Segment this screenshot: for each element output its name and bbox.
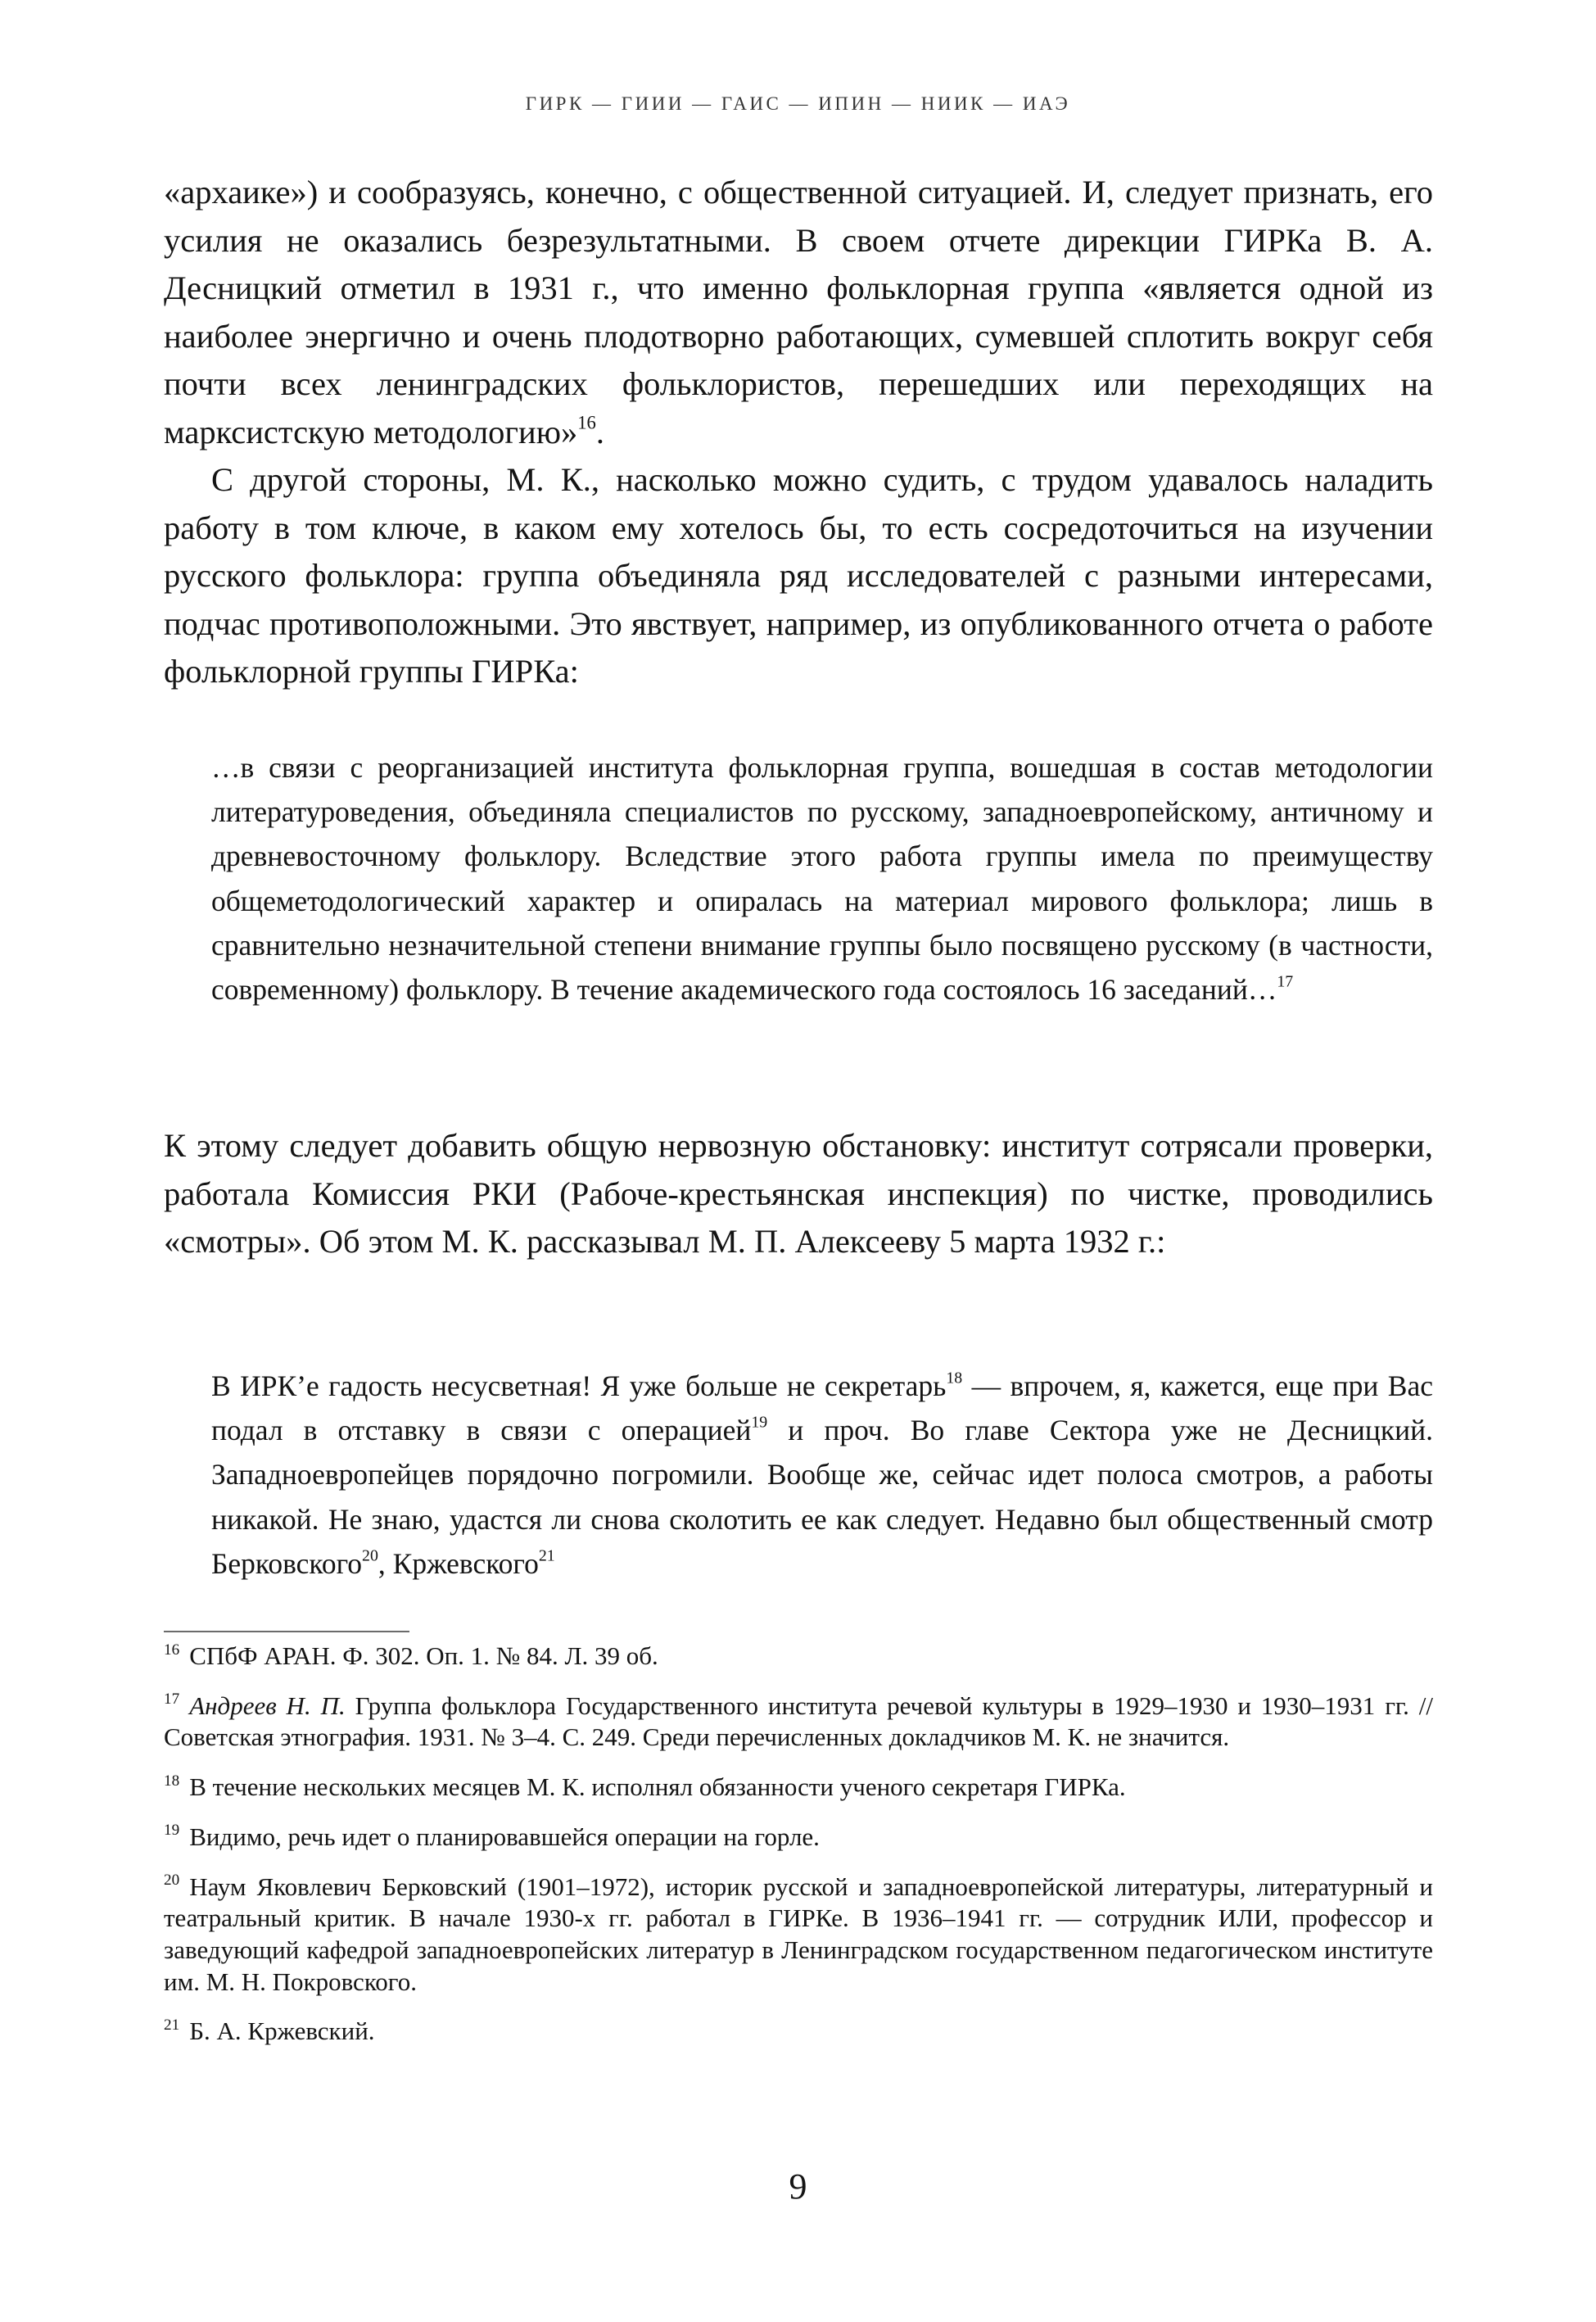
paragraph-text: «архаике») и сообразуясь, конечно, с общественной ситуацией. И, следует признать, его усилия не оказались безрезультатными. В своем отчете дирекции ГИРКа В. А. Десницкий отметил в 1931 г., что именно фольклорная группа «является одной из наиболее энергично и очень плодотворно работающих, сумевшей сплотить вокруг себя почти всех ленинградских фольклористов, перешедших или переходящих на марксистскую методологию»: [164, 174, 1433, 450]
footnote-19: [164, 1822, 1433, 1854]
footnote-ref-20[interactable]: 20: [362, 1546, 378, 1565]
block-quote-1: [211, 745, 1433, 1012]
footnote-17: [164, 1691, 1433, 1754]
page-number: 9: [789, 2166, 807, 2207]
footnote-author: Андреев Н. П.: [189, 1691, 346, 1720]
paragraph-text: К этому следует добавить общую нервозную обстановку: институт сотрясали проверки, работала Комиссия РКИ (Рабоче-крестьянская инспекция) по чистке, проводились «смотры». Об этом М. К. рассказывал М. П. Алексееву 5 марта 1932 г.:: [164, 1127, 1433, 1261]
footnote-ref-19[interactable]: 19: [751, 1413, 768, 1432]
footnote-text: Группа фольклора Государственного института речевой культуры в 1929–1930 и 1930–1931 гг. // Советская этнография. 1931. № 3–4. С. 249. Среди перечисленных докладчиков М. К. не значится.: [164, 1691, 1433, 1752]
footnote-ref-17[interactable]: 17: [1277, 972, 1294, 991]
footnote-text: СПбФ АРАН. Ф. 302. Оп. 1. № 84. Л. 39 об.: [189, 1641, 658, 1670]
footnote-number: 18: [164, 1772, 180, 1790]
footnote-text: Б. А. Кржевский.: [189, 2016, 375, 2046]
footnote-21: [164, 2016, 1433, 2048]
footnote-text: Видимо, речь идет о планировавшейся операции на горле.: [189, 1822, 820, 1851]
footnote-number: 19: [164, 1822, 180, 1840]
quote-text: — впрочем, я, кажется, еще при Вас подал в отставку в связи с операцией: [211, 1369, 1433, 1447]
footnote-ref-16[interactable]: 16: [577, 412, 596, 433]
paragraph-3: [164, 1122, 1433, 1266]
quote-text: , Кржевского: [378, 1546, 539, 1580]
paragraph-text: С другой стороны, М. К., насколько можно судить, с трудом удавалось наладить работу в том ключе, в каком ему хотелось бы, то есть сосредоточиться на изучении русского фольклора: группа объединяла ряд исследователей с разными интересами, подчас противоположными. Это явствует, например, из опубликованного отчета о работе фольклорной группы ГИРКа:: [164, 461, 1433, 690]
footnote-text: В течение нескольких месяцев М. К. исполнял обязанности ученого секретаря ГИРКа.: [189, 1772, 1126, 1802]
footnote-ref-18[interactable]: 18: [946, 1369, 963, 1387]
footnotes: [164, 1641, 1433, 2066]
running-head: ГИРК — ГИИИ — ГАИС — ИПИН — НИИК — ИАЭ: [525, 93, 1071, 114]
block-quote-2: [211, 1364, 1433, 1586]
footnote-number: 20: [164, 1872, 180, 1890]
paragraph-tail: .: [595, 413, 604, 450]
footnote-ref-21[interactable]: 21: [538, 1546, 555, 1565]
footnote-number: 16: [164, 1641, 180, 1659]
quote-text: и проч. Во главе Сектора уже не Десницкий. Западноевропейцев порядочно погромили. Вообще же, сейчас идет полоса смотров, а работы никакой. Не знаю, удастся ли снова сколотить ее как следует. Недавно был общественный смотр Берковского: [211, 1414, 1433, 1580]
footnote-16: [164, 1641, 1433, 1672]
paragraph-1: [164, 169, 1433, 457]
footnote-text: Наум Яковлевич Берковский (1901–1972), историк русской и западноевропейской литературы, литературный и театральный критик. В начале 1930-х гг. работал в ГИРКе. В 1936–1941 гг. — сотрудник ИЛИ, профессор и заведующий кафедрой западноевропейских литератур в Ленинградском государственном педагогическом институте им. М. Н. Покровского.: [164, 1872, 1433, 1996]
footnote-18: [164, 1772, 1433, 1804]
footnote-number: 17: [164, 1691, 180, 1709]
quote-text: В ИРК’е гадость несусветная! Я уже больше не секретарь: [211, 1369, 947, 1402]
footnote-divider: [164, 1631, 409, 1632]
quote-text: …в связи с реорганизацией института фольклорная группа, вошедшая в состав методологии литературоведения, объединяла специалистов по русскому, западноевропейскому, античному и древневосточному фольклору. Вследствие этого работа группы имела по преимуществу общеметодологический характер и опиралась на материал мирового фольклора; лишь в сравнительно незначительной степени внимание группы было посвящено русскому (в частности, современному) фольклору. В течение академического года состоялось 16 заседаний…: [211, 751, 1433, 1007]
footnote-20: [164, 1872, 1433, 1998]
footnote-number: 21: [164, 2016, 180, 2034]
paragraph-2: [164, 456, 1433, 696]
